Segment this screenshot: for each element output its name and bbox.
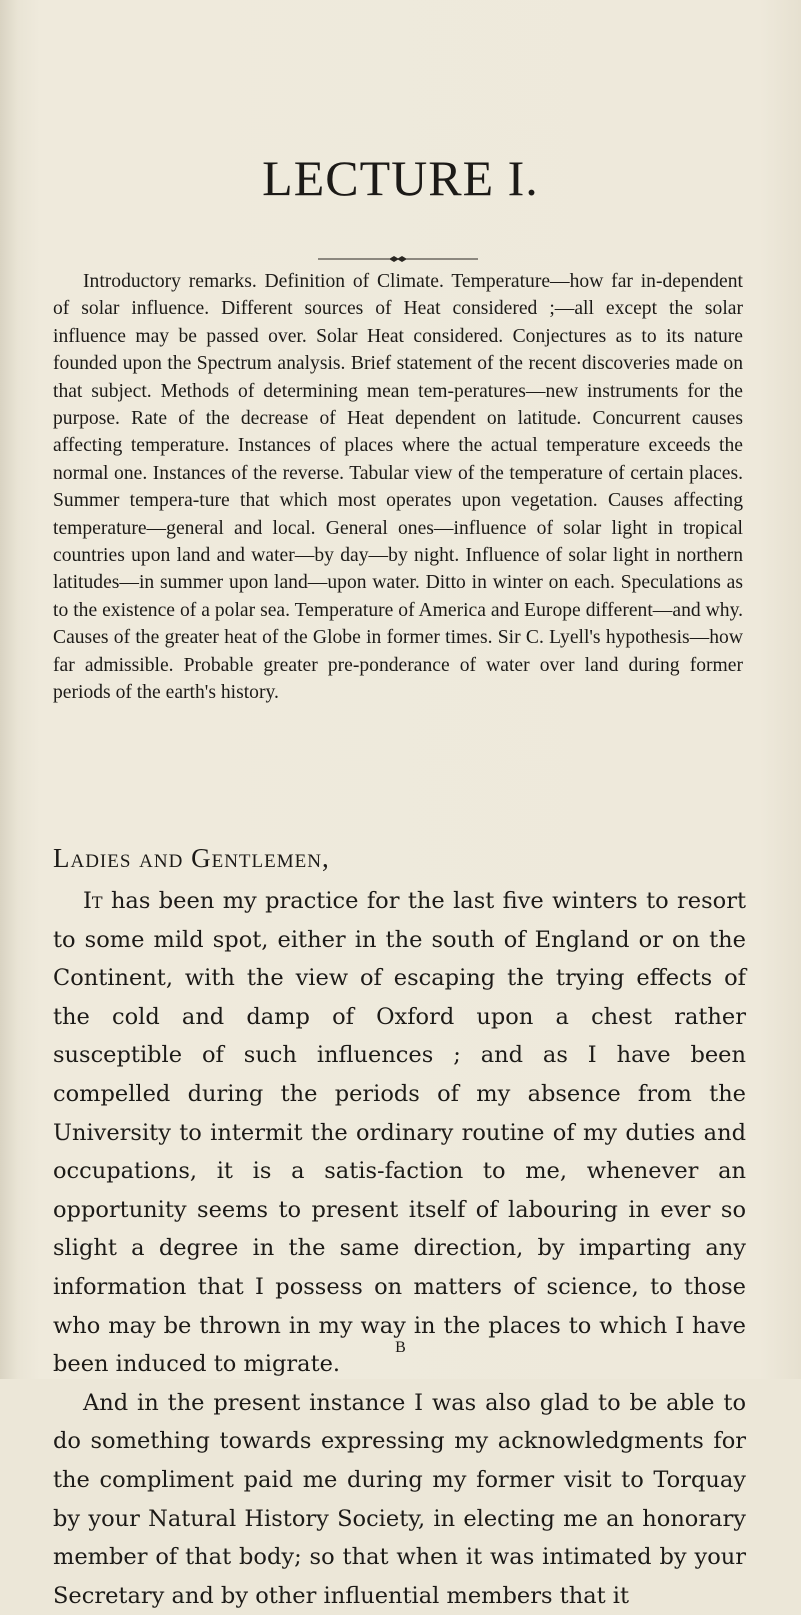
signature-mark: B xyxy=(395,1339,406,1356)
salutation: Ladies and Gentlemen, xyxy=(53,843,330,873)
lecture-title: LECTURE I. xyxy=(262,150,539,206)
lecture-body xyxy=(53,882,746,1615)
chapter-summary: Introductory remarks. Definition of Climate. Temperature—how far in-dependent of solar influence. Different sources of Heat considered ;—all except the solar influence may be passed over. Solar Heat considered. Conjectures as to its nature founded upon the Spectrum analysis. Brief statement of the recent discoveries made on that subject. Methods of determining mean tem-peratures—new instruments for the purpose. Rate of the decrease of Heat dependent on latitude. Concurrent causes affecting temperature. Instances of places where the actual temperature exceeds the normal one. Instances of the reverse. Tabular view of the temperature of certain places. Summer tempera-ture that which most operates upon vegetation. Causes affecting temperature—general and local. General ones—influence of solar light in tropical countries upon land and water—by day—by night. Influence of solar light in northern latitudes—in summer upon land—upon water. Ditto in winter on each. Speculations as to the existence of a polar sea. Temperature of America and Europe different—and why. Causes of the greater heat of the Globe in former times. Sir C. Lyell's hypothesis—how far admissible. Probable greater pre-ponderance of water over land during former periods of the earth's history. xyxy=(53,271,743,704)
body-paragraph: And in the present instance I was also glad to be able to do something towards expressing my acknowledgments for the compliment paid me during my former visit to Torquay by your Natural History Society, in electing me an honorary member of that body; so that when it was intimated by your Secretary and by other influential members that it xyxy=(53,1389,746,1609)
title-rule-ornament xyxy=(318,255,478,263)
body-paragraph xyxy=(53,882,746,1384)
paragraph-text: has been my practice for the last five winters to resort to some mild spot, either in the south of England or on the Continent, with the view of escaping the trying effects of the cold and damp of Oxford upon a chest rather susceptible of such influences ; and as I have been compelled during the periods of my absence from the University to intermit the ordinary routine of my duties and occupations, it is a satis-faction to me, whenever an opportunity seems to present itself of labouring in ever so slight a degree in the same direction, by imparting any information that I possess on matters of science, to those who may be thrown in my way in the places to which I have been induced to migrate. xyxy=(53,888,746,1378)
opening-word: It xyxy=(83,888,103,914)
